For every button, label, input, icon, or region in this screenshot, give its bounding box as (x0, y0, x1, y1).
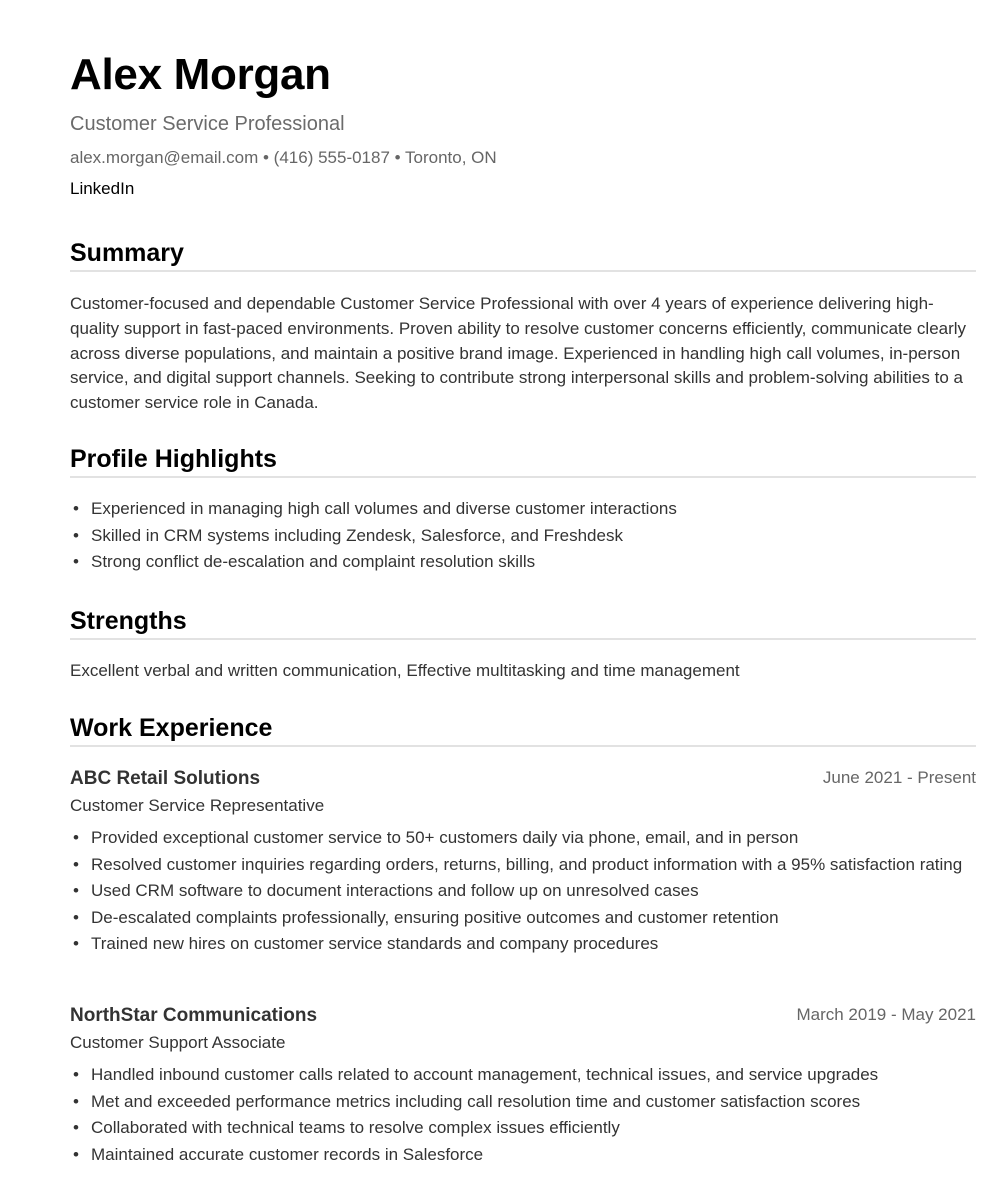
summary-text: Customer-focused and dependable Customer Service Professional with over 4 years of experience delivering high-quality support in fast-paced environments. Proven ability to resolve customer concerns efficiently, communicate clearly across diverse populations, and maintain a positive brand image. Experienced in handling high call volumes, in-person service, and digital support channels. Seeking to contribute strong interpersonal skills and problem-solving abilities to a customer service role in Canada. (70, 294, 967, 413)
strengths-text: Excellent verbal and written communication, Effective multitasking and time management (70, 661, 740, 680)
list-item (70, 1143, 976, 1168)
list-item (70, 906, 976, 931)
highlights-divider (70, 476, 976, 478)
list-item (70, 826, 976, 851)
contact-info: alex.morgan@email.com • (416) 555-0187 • Toronto, ON (70, 148, 497, 167)
bullet-icon: • (73, 525, 79, 545)
experience-divider (70, 745, 976, 747)
strengths-heading: Strengths (70, 607, 187, 635)
job-dates: March 2019 - May 2021 (796, 1005, 976, 1024)
bullet-text: De-escalated complaints professionally, ensuring positive outcomes and customer retention (91, 907, 779, 927)
list-item (70, 497, 976, 522)
bullet-icon: • (73, 1091, 79, 1111)
highlight-text: Strong conflict de-escalation and complaint resolution skills (91, 552, 536, 571)
experience-heading: Work Experience (70, 714, 273, 742)
candidate-name: Alex Morgan (70, 50, 331, 99)
job-company: NorthStar Communications (70, 1005, 318, 1026)
summary-heading: Summary (70, 239, 184, 267)
bullet-text: Resolved customer inquiries regarding orders, returns, billing, and product information with a 95% satisfaction rating (91, 854, 963, 874)
bullet-icon: • (73, 1118, 79, 1137)
bullet-icon: • (73, 907, 79, 927)
list-item (70, 853, 976, 878)
strengths-divider (70, 638, 976, 640)
job-company: ABC Retail Solutions (70, 768, 261, 789)
list-item (70, 932, 976, 957)
list-item (70, 524, 976, 549)
bullet-text: Trained new hires on customer service standards and company procedures (91, 934, 659, 953)
bullet-icon: • (73, 1065, 79, 1084)
bullet-text: Used CRM software to document interactions and follow up on unresolved cases (91, 881, 699, 900)
list-item (70, 1090, 976, 1115)
bullet-icon: • (73, 934, 79, 953)
summary-divider (70, 270, 976, 272)
list-item (70, 1116, 976, 1141)
bullet-text: Handled inbound customer calls related to account management, technical issues, and service upgrades (91, 1065, 879, 1084)
highlight-text: Experienced in managing high call volumes and diverse customer interactions (91, 499, 677, 518)
list-item (70, 550, 976, 575)
job-bullets (70, 1063, 976, 1169)
highlights-heading: Profile Highlights (70, 445, 277, 473)
bullet-text: Maintained accurate customer records in Salesforce (91, 1144, 484, 1164)
bullet-text: Collaborated with technical teams to resolve complex issues efficiently (91, 1118, 620, 1137)
bullet-text: Provided exceptional customer service to 50+ customers daily via phone, email, and in person (91, 828, 799, 847)
bullet-icon: • (73, 828, 79, 847)
bullet-text: Met and exceeded performance metrics including call resolution time and customer satisfaction scores (91, 1091, 861, 1111)
bullet-icon: • (73, 552, 79, 571)
candidate-title: Customer Service Professional (70, 113, 345, 135)
bullet-icon: • (73, 1144, 79, 1164)
job-dates: June 2021 - Present (822, 768, 976, 787)
highlights-list (70, 497, 976, 577)
bullet-icon: • (73, 854, 79, 874)
linkedin-link[interactable]: LinkedIn (70, 179, 135, 198)
highlight-text: Skilled in CRM systems including Zendesk, Salesforce, and Freshdesk (91, 525, 623, 545)
bullet-icon: • (73, 881, 79, 900)
bullet-icon: • (73, 499, 79, 518)
list-item (70, 879, 976, 904)
job-role: Customer Service Representative (70, 796, 325, 815)
job-bullets (70, 826, 976, 959)
job-role: Customer Support Associate (70, 1033, 286, 1052)
list-item (70, 1063, 976, 1088)
